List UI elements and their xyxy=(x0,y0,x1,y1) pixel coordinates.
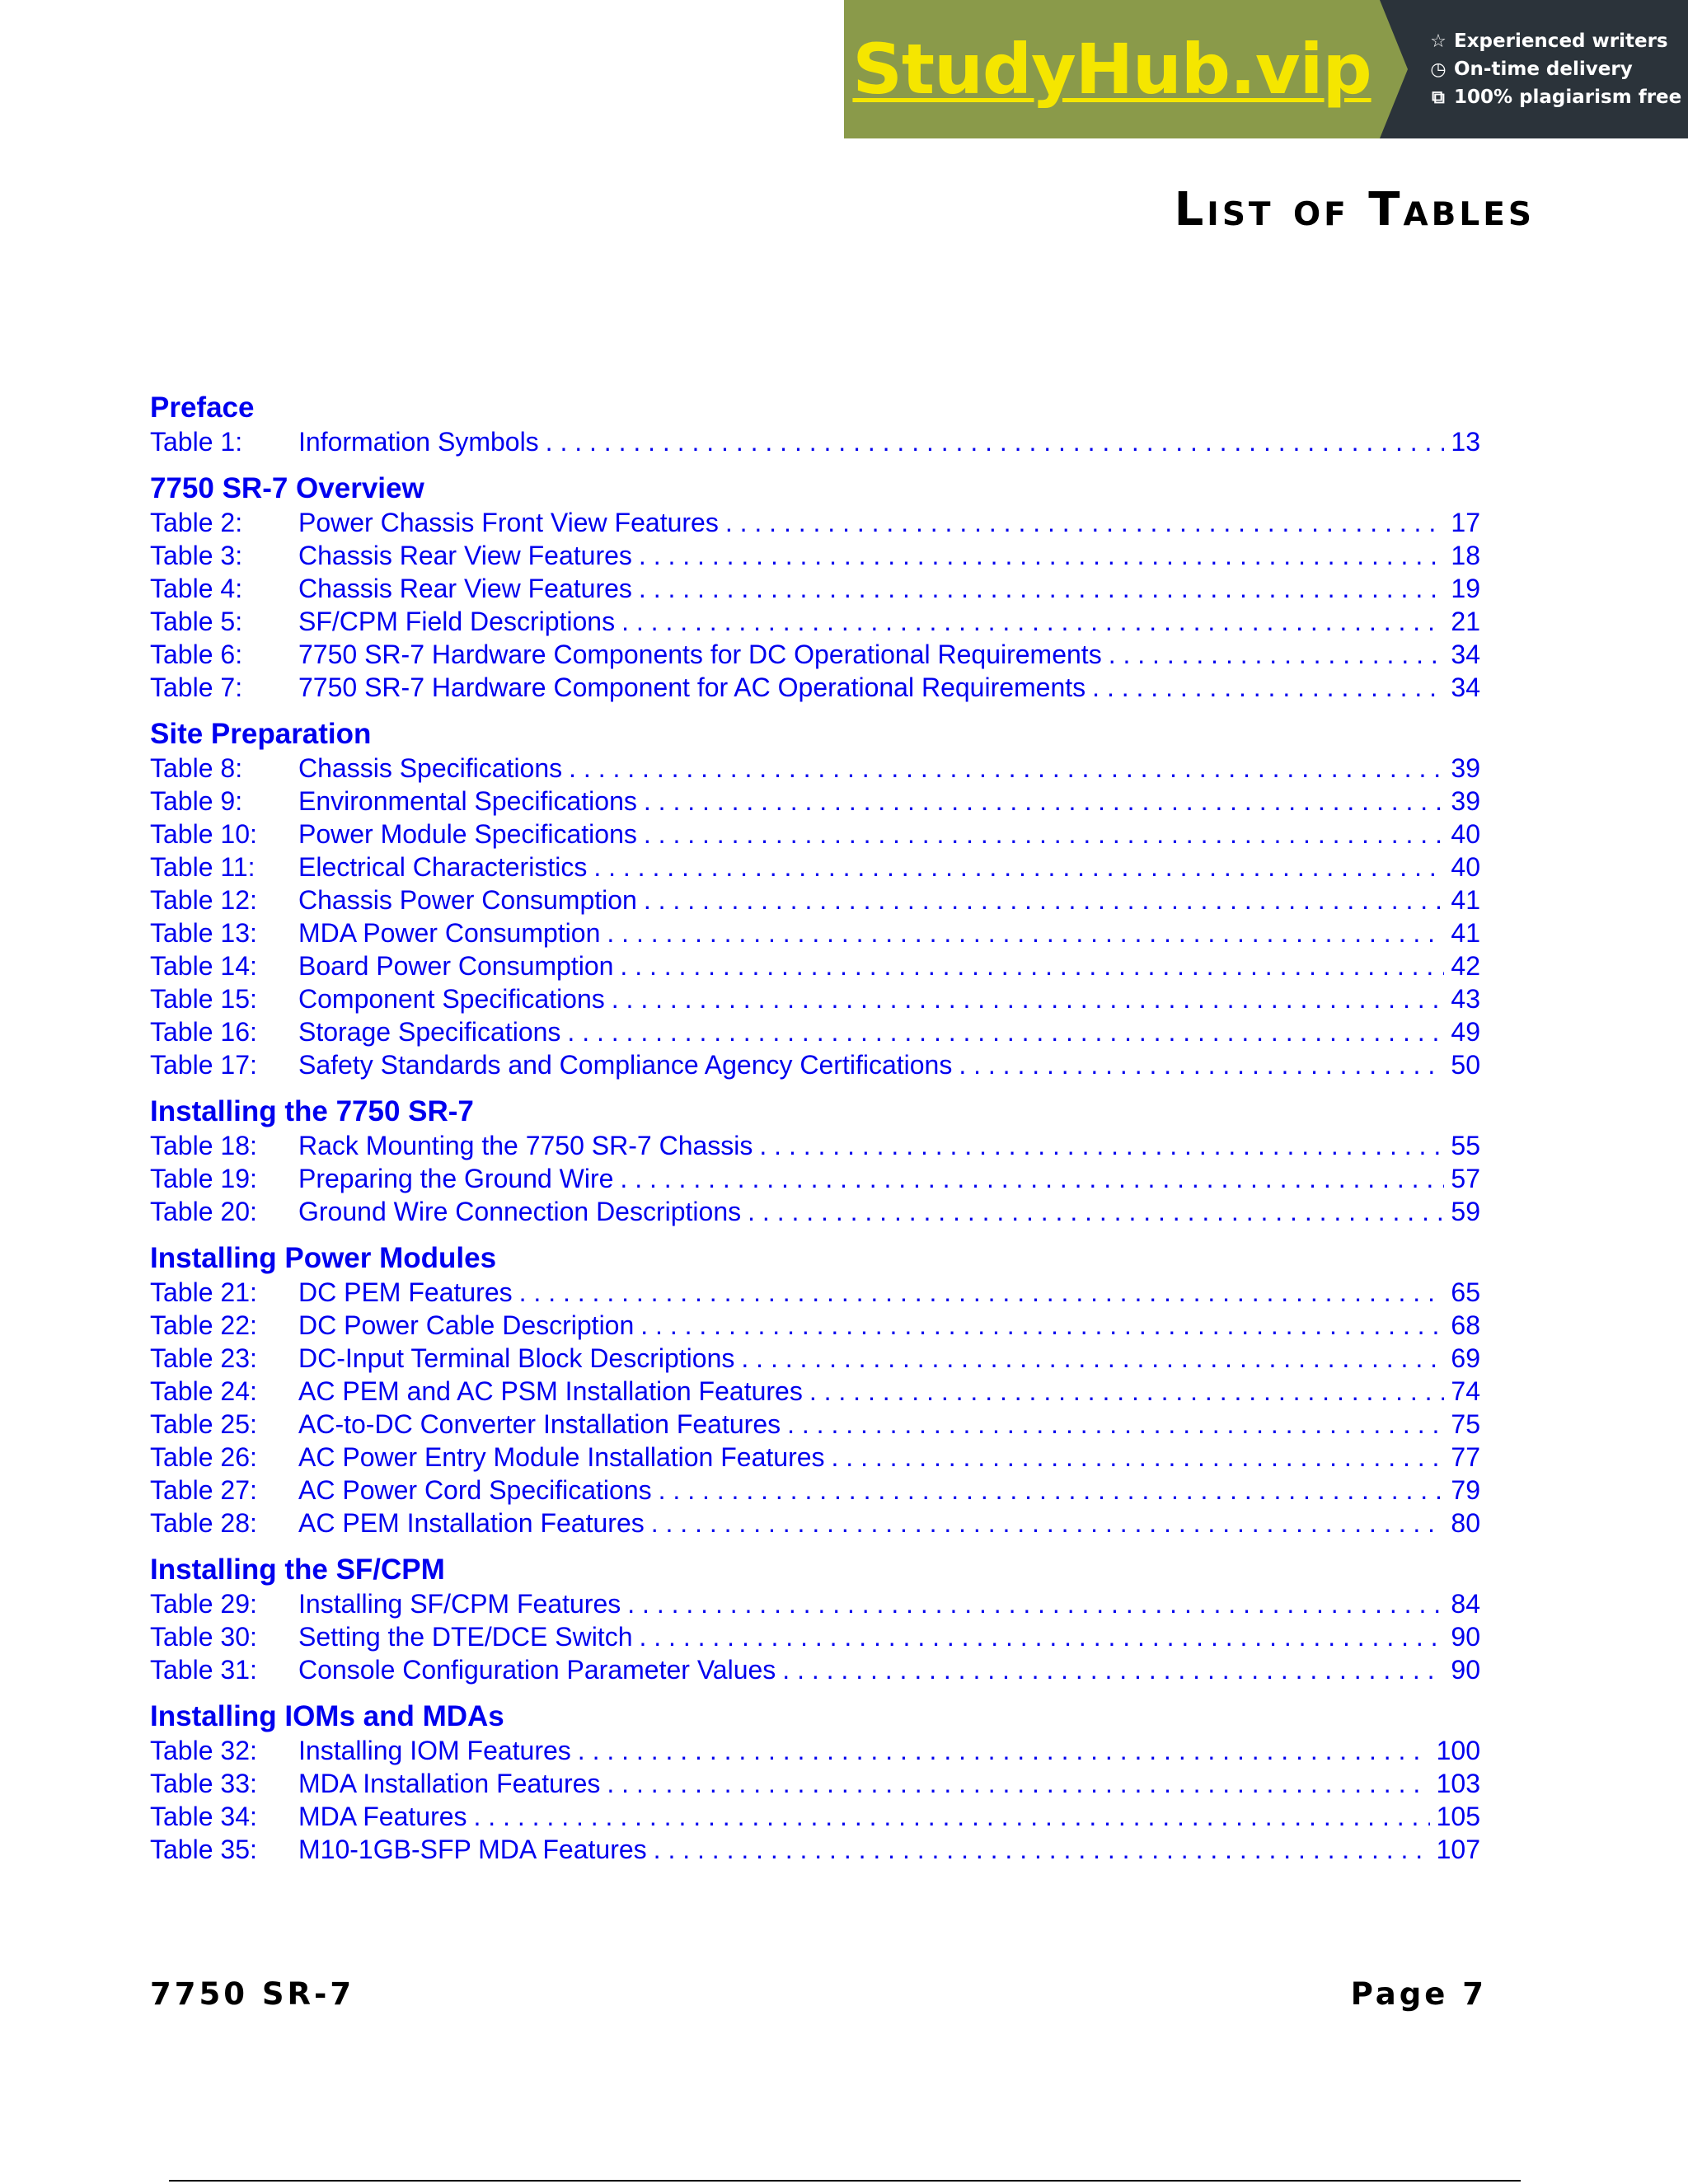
page-number-link[interactable]: 69 xyxy=(1451,1343,1480,1373)
toc-entry[interactable] xyxy=(150,785,1480,818)
table-title-link[interactable]: Installing SF/CPM Features xyxy=(298,1589,621,1619)
table-number: Table 29: xyxy=(150,1589,257,1619)
table-title-link[interactable]: MDA Installation Features xyxy=(298,1769,601,1798)
table-number: Table 24: xyxy=(150,1376,257,1406)
page-number-link[interactable]: 34 xyxy=(1451,673,1480,702)
toc-entry[interactable] xyxy=(150,1342,1480,1375)
page-number-link[interactable]: 90 xyxy=(1451,1655,1480,1685)
table-number: Table 8: xyxy=(150,753,243,783)
page-number-link[interactable]: 77 xyxy=(1451,1442,1480,1472)
page-number-link[interactable]: 13 xyxy=(1451,427,1480,457)
section-heading[interactable]: Installing IOMs and MDAs xyxy=(150,1700,504,1732)
dot-leader xyxy=(651,1507,1445,1540)
table-number: Table 11: xyxy=(150,852,256,882)
footer-divider xyxy=(169,2180,1521,2182)
toc-section xyxy=(150,717,1480,1081)
section-heading[interactable]: Installing the 7750 SR-7 xyxy=(150,1095,474,1127)
dot-leader xyxy=(644,883,1445,916)
table-number: Table 33: xyxy=(150,1769,257,1798)
page-number-link[interactable]: 79 xyxy=(1451,1475,1480,1505)
table-number: Table 31: xyxy=(150,1655,257,1685)
table-title-link[interactable]: Setting the DTE/DCE Switch xyxy=(298,1622,633,1652)
table-number: Table 26: xyxy=(150,1442,257,1472)
dot-leader xyxy=(567,1015,1444,1048)
section-heading[interactable]: Installing the SF/CPM xyxy=(150,1554,445,1586)
toc-entry[interactable] xyxy=(150,1653,1480,1686)
table-number: Table 2: xyxy=(150,508,243,537)
table-title-link[interactable]: AC-to-DC Converter Installation Features xyxy=(298,1409,781,1439)
table-title-link[interactable]: Chassis Rear View Features xyxy=(298,541,632,570)
dot-leader xyxy=(659,1474,1445,1507)
table-number: Table 17: xyxy=(150,1050,257,1080)
table-number: Table 22: xyxy=(150,1310,257,1340)
dot-leader xyxy=(832,1441,1445,1474)
page-number-link[interactable]: 34 xyxy=(1451,640,1480,669)
table-number: Table 21: xyxy=(150,1277,257,1307)
table-title-link[interactable]: Safety Standards and Compliance Agency Certifications xyxy=(298,1050,953,1080)
page-number-link[interactable]: 21 xyxy=(1451,607,1480,636)
dot-leader xyxy=(1109,638,1445,671)
toc-entry[interactable] xyxy=(150,1474,1480,1507)
table-number: Table 7: xyxy=(150,673,243,702)
table-title-link[interactable]: AC PEM and AC PSM Installation Features xyxy=(298,1376,803,1406)
dot-leader xyxy=(759,1129,1444,1162)
dot-leader xyxy=(546,425,1445,458)
toc-entry[interactable] xyxy=(150,1162,1480,1195)
feature-label: On-time delivery xyxy=(1454,59,1633,80)
page-number-link[interactable]: 55 xyxy=(1451,1131,1480,1160)
dot-leader xyxy=(612,982,1445,1015)
table-title-link[interactable]: Component Specifications xyxy=(298,984,605,1014)
table-number: Table 15: xyxy=(150,984,257,1014)
table-number: Table 25: xyxy=(150,1409,257,1439)
section-heading[interactable]: 7750 SR-7 Overview xyxy=(150,472,424,504)
page-number-link[interactable]: 41 xyxy=(1451,918,1480,948)
banner-features xyxy=(1380,0,1688,138)
table-title-link[interactable]: Console Configuration Parameter Values xyxy=(298,1655,776,1685)
dot-leader xyxy=(748,1195,1444,1228)
toc-entry[interactable] xyxy=(150,1408,1480,1441)
page-number-link[interactable]: 84 xyxy=(1451,1589,1480,1619)
toc-entry[interactable] xyxy=(150,1507,1480,1540)
dot-leader xyxy=(621,605,1444,638)
dot-leader xyxy=(639,572,1445,605)
page-number-link[interactable]: 100 xyxy=(1436,1736,1480,1765)
toc-entry[interactable] xyxy=(150,883,1480,916)
table-title-link[interactable]: Board Power Consumption xyxy=(298,951,614,981)
page-number-link[interactable]: 41 xyxy=(1451,885,1480,915)
table-title-link[interactable]: DC Power Cable Description xyxy=(298,1310,635,1340)
page-number-link[interactable]: 49 xyxy=(1451,1017,1480,1047)
table-title-link[interactable]: Chassis Specifications xyxy=(298,753,563,783)
copy-icon: ⧉ xyxy=(1432,87,1445,108)
page-number-link[interactable]: 57 xyxy=(1451,1164,1480,1193)
table-title-link[interactable]: SF/CPM Field Descriptions xyxy=(298,607,616,636)
table-title-link[interactable]: MDA Power Consumption xyxy=(298,918,601,948)
page-number-link[interactable]: 40 xyxy=(1451,852,1480,882)
dot-leader xyxy=(474,1800,1430,1833)
dot-leader xyxy=(809,1375,1445,1408)
page-number-link[interactable]: 65 xyxy=(1451,1277,1480,1307)
toc-entry[interactable] xyxy=(150,506,1480,539)
page-number-link[interactable]: 19 xyxy=(1451,574,1480,603)
dot-leader xyxy=(569,752,1444,785)
footer-page-number: Page 7 xyxy=(1350,1976,1487,2012)
page-number-link[interactable]: 39 xyxy=(1451,753,1480,783)
table-number: Table 3: xyxy=(150,541,243,570)
dot-leader xyxy=(654,1833,1430,1866)
dot-leader xyxy=(607,916,1444,949)
table-number: Table 10: xyxy=(150,819,257,849)
section-heading[interactable]: Site Preparation xyxy=(150,718,372,750)
table-number: Table 19: xyxy=(150,1164,257,1193)
dot-leader xyxy=(519,1276,1445,1309)
toc-entry[interactable] xyxy=(150,572,1480,605)
page-number-link[interactable]: 107 xyxy=(1436,1835,1480,1864)
table-number: Table 32: xyxy=(150,1736,257,1765)
page-number-link[interactable]: 75 xyxy=(1451,1409,1480,1439)
table-title-link[interactable]: DC PEM Features xyxy=(298,1277,513,1307)
table-of-contents xyxy=(150,391,1480,1879)
toc-entry[interactable] xyxy=(150,425,1480,458)
section-heading[interactable]: Installing Power Modules xyxy=(150,1242,497,1274)
toc-entry[interactable] xyxy=(150,1276,1480,1309)
toc-entry[interactable] xyxy=(150,818,1480,851)
table-title-link[interactable]: Environmental Specifications xyxy=(298,786,637,816)
toc-entry[interactable] xyxy=(150,1375,1480,1408)
page-number-link[interactable]: 68 xyxy=(1451,1310,1480,1340)
dot-leader xyxy=(959,1048,1444,1081)
page-number-link[interactable]: 40 xyxy=(1451,819,1480,849)
toc-entry[interactable] xyxy=(150,1048,1480,1081)
page-title: List of Tables xyxy=(1174,183,1535,237)
table-number: Table 34: xyxy=(150,1802,257,1831)
toc-entry[interactable] xyxy=(150,916,1480,949)
toc-entry[interactable] xyxy=(150,1015,1480,1048)
clock-icon: ◷ xyxy=(1430,59,1447,80)
table-number: Table 1: xyxy=(150,427,243,457)
toc-section xyxy=(150,1241,1480,1540)
dot-leader xyxy=(627,1587,1444,1620)
section-heading[interactable]: Preface xyxy=(150,391,255,424)
table-title-link[interactable]: Information Symbols xyxy=(298,427,539,457)
table-title-link[interactable]: AC Power Cord Specifications xyxy=(298,1475,652,1505)
toc-entry[interactable] xyxy=(150,638,1480,671)
toc-entry[interactable] xyxy=(150,982,1480,1015)
feature-label: Experienced writers xyxy=(1454,30,1668,52)
toc-entry[interactable] xyxy=(150,1441,1480,1474)
table-number: Table 20: xyxy=(150,1197,257,1226)
table-title-link[interactable]: Preparing the Ground Wire xyxy=(298,1164,614,1193)
toc-section xyxy=(150,471,1480,704)
table-title-link[interactable]: Rack Mounting the 7750 SR-7 Chassis xyxy=(298,1131,753,1160)
table-number: Table 14: xyxy=(150,951,257,981)
dot-leader xyxy=(639,539,1445,572)
page-number-link[interactable]: 18 xyxy=(1451,541,1480,570)
dot-leader xyxy=(620,949,1444,982)
table-title-link[interactable]: AC Power Entry Module Installation Features xyxy=(298,1442,825,1472)
dot-leader xyxy=(593,851,1444,883)
dot-leader xyxy=(644,785,1445,818)
toc-entry[interactable] xyxy=(150,949,1480,982)
table-number: Table 6: xyxy=(150,640,243,669)
dot-leader xyxy=(1092,671,1444,704)
banner-brand-area[interactable] xyxy=(844,0,1380,138)
table-title-link[interactable]: Chassis Power Consumption xyxy=(298,885,637,915)
table-number: Table 18: xyxy=(150,1131,257,1160)
table-title-link[interactable]: Electrical Characteristics xyxy=(298,852,588,882)
footer-product-name: 7750 SR-7 xyxy=(150,1976,355,2012)
toc-entry[interactable] xyxy=(150,605,1480,638)
toc-entry[interactable] xyxy=(150,539,1480,572)
toc-section xyxy=(150,391,1480,458)
table-title-link[interactable]: Power Module Specifications xyxy=(298,819,637,849)
dot-leader xyxy=(640,1309,1444,1342)
table-title-link[interactable]: M10-1GB-SFP MDA Features xyxy=(298,1835,647,1864)
table-number: Table 16: xyxy=(150,1017,257,1047)
dot-leader xyxy=(741,1342,1444,1375)
table-number: Table 28: xyxy=(150,1508,257,1538)
dot-leader xyxy=(644,818,1445,851)
table-title-link[interactable]: DC-Input Terminal Block Descriptions xyxy=(298,1343,735,1373)
feature-plagiarism-free xyxy=(1429,87,1688,108)
feature-on-time-delivery xyxy=(1429,59,1688,80)
table-title-link[interactable]: Installing IOM Features xyxy=(298,1736,571,1765)
table-title-link[interactable]: Power Chassis Front View Features xyxy=(298,508,719,537)
table-title-link[interactable]: 7750 SR-7 Hardware Components for DC Operational Requirements xyxy=(298,640,1102,669)
dot-leader xyxy=(578,1734,1430,1767)
toc-entry[interactable] xyxy=(150,671,1480,704)
table-title-link[interactable]: Ground Wire Connection Descriptions xyxy=(298,1197,742,1226)
star-icon: ☆ xyxy=(1430,30,1447,52)
toc-entry[interactable] xyxy=(150,1587,1480,1620)
table-number: Table 4: xyxy=(150,574,243,603)
dot-leader xyxy=(607,1767,1429,1800)
dot-leader xyxy=(639,1620,1444,1653)
table-title-link[interactable]: MDA Features xyxy=(298,1802,467,1831)
page-number-link[interactable]: 43 xyxy=(1451,984,1480,1014)
table-title-link[interactable]: Storage Specifications xyxy=(298,1017,561,1047)
page-number-link[interactable]: 39 xyxy=(1451,786,1480,816)
toc-entry[interactable] xyxy=(150,1129,1480,1162)
brand-logo[interactable]: StudyHub.vip xyxy=(852,29,1372,110)
feature-label: 100% plagiarism free xyxy=(1454,87,1682,108)
toc-entry[interactable] xyxy=(150,1195,1480,1228)
table-title-link[interactable]: 7750 SR-7 Hardware Component for AC Operational Requirements xyxy=(298,673,1086,702)
page-number-link[interactable]: 42 xyxy=(1451,951,1480,981)
table-number: Table 12: xyxy=(150,885,257,915)
studyhub-banner[interactable] xyxy=(844,0,1688,138)
toc-entry[interactable] xyxy=(150,1767,1480,1800)
toc-section xyxy=(150,1094,1480,1228)
toc-entry[interactable] xyxy=(150,1620,1480,1653)
table-title-link[interactable]: AC PEM Installation Features xyxy=(298,1508,645,1538)
page-number-link[interactable]: 59 xyxy=(1451,1197,1480,1226)
dot-leader xyxy=(787,1408,1444,1441)
table-title-link[interactable]: Chassis Rear View Features xyxy=(298,574,632,603)
page-number-link[interactable]: 103 xyxy=(1436,1769,1480,1798)
table-number: Table 30: xyxy=(150,1622,257,1652)
dot-leader xyxy=(782,1653,1444,1686)
toc-entry[interactable] xyxy=(150,1734,1480,1767)
toc-entry[interactable] xyxy=(150,752,1480,785)
table-number: Table 5: xyxy=(150,607,243,636)
page-number-link[interactable]: 74 xyxy=(1451,1376,1480,1406)
feature-experienced-writers xyxy=(1429,30,1688,52)
page-number-link[interactable]: 105 xyxy=(1436,1802,1480,1831)
toc-entry[interactable] xyxy=(150,851,1480,883)
table-number: Table 27: xyxy=(150,1475,257,1505)
page-number-link[interactable]: 80 xyxy=(1451,1508,1480,1538)
table-number: Table 23: xyxy=(150,1343,257,1373)
page-number-link[interactable]: 50 xyxy=(1451,1050,1480,1080)
toc-entry[interactable] xyxy=(150,1833,1480,1866)
dot-leader xyxy=(725,506,1445,539)
toc-section xyxy=(150,1553,1480,1686)
dot-leader xyxy=(620,1162,1444,1195)
toc-entry[interactable] xyxy=(150,1800,1480,1833)
table-number: Table 35: xyxy=(150,1835,257,1864)
table-number: Table 9: xyxy=(150,786,243,816)
page-number-link[interactable]: 90 xyxy=(1451,1622,1480,1652)
page-number-link[interactable]: 17 xyxy=(1451,508,1480,537)
toc-section xyxy=(150,1699,1480,1866)
toc-entry[interactable] xyxy=(150,1309,1480,1342)
table-number: Table 13: xyxy=(150,918,257,948)
